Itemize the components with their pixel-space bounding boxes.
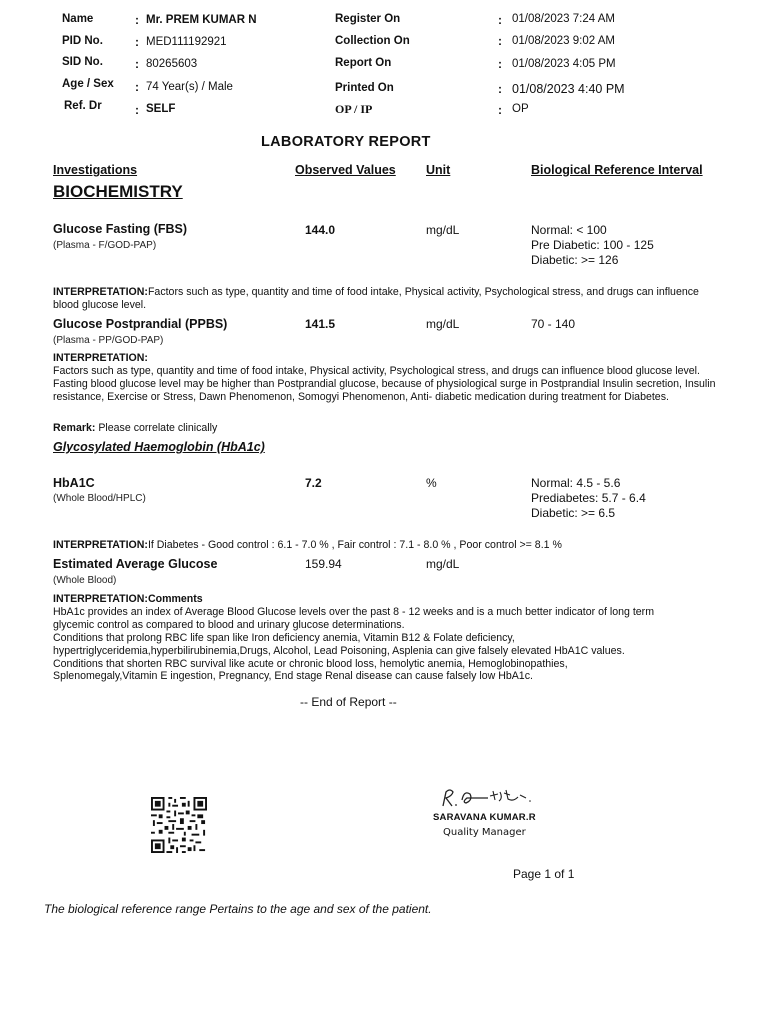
report-title: LABORATORY REPORT bbox=[261, 134, 431, 150]
colon: : bbox=[498, 34, 502, 48]
colon: : bbox=[498, 103, 502, 117]
register-on-label: Register On bbox=[335, 13, 401, 25]
interpretation-label: INTERPRETATION: bbox=[53, 352, 148, 364]
interpretation-suffix: Comments bbox=[147, 593, 203, 605]
unit: mg/dL bbox=[426, 557, 460, 571]
column-observed-values: Observed Values bbox=[295, 163, 396, 177]
pid-value: MED111192921 bbox=[146, 36, 227, 48]
ref-dr-label: Ref. Dr bbox=[64, 100, 102, 112]
interpretation-text: Factors such as type, quantity and time of food intake, Physical activity, Psychological stress, and drugs can influence blood glucose level. Fasting blood glucose level may be higher than Postprandial glucose, because of physiological surge in Postprandial Insulin secretion, Insulin resistance, Exercise or Stress, Dawn Phenomenon, Somogyi Phenomenon, Anti- diabetic medication during treatment for Diabetes. bbox=[53, 364, 716, 403]
interpretation-label: INTERPRETATION: bbox=[53, 593, 148, 605]
observed-value: 7.2 bbox=[305, 476, 322, 490]
signatory-name: SARAVANA KUMAR.R bbox=[433, 812, 536, 823]
comment-line: Conditions that shorten RBC survival like acute or chronic blood loss, hemolytic anemia, Hemoglobinopathies, bbox=[53, 657, 568, 670]
footer-note: The biological reference range Pertains to the age and sex of the patient. bbox=[44, 902, 432, 916]
colon: : bbox=[498, 57, 502, 71]
test-method: (Whole Blood/HPLC) bbox=[53, 493, 146, 504]
report-on-label: Report On bbox=[335, 57, 392, 69]
unit: mg/dL bbox=[426, 317, 460, 331]
op-ip-label: OP / IP bbox=[335, 102, 373, 116]
reference-interval bbox=[531, 476, 646, 521]
age-sex-value: 74 Year(s) / Male bbox=[146, 81, 233, 93]
patient-name: Mr. PREM KUMAR N bbox=[146, 14, 257, 26]
colon: : bbox=[498, 13, 502, 27]
printed-on-label: Printed On bbox=[335, 82, 394, 94]
unit: mg/dL bbox=[426, 223, 460, 237]
test-method: (Plasma - F/GOD-PAP) bbox=[53, 240, 157, 251]
test-name: Glucose Postprandial (PPBS) bbox=[53, 317, 228, 331]
ref-dr-value: SELF bbox=[146, 103, 176, 115]
signatory-role: Quality Manager bbox=[443, 827, 526, 838]
interpretation-label: INTERPRETATION: bbox=[53, 286, 148, 298]
reference-line: Diabetic: >= 126 bbox=[531, 253, 619, 267]
colon: : bbox=[135, 13, 139, 27]
section-biochemistry: BIOCHEMISTRY bbox=[53, 182, 183, 201]
colon: : bbox=[135, 35, 139, 49]
remark-text: Please correlate clinically bbox=[98, 422, 218, 434]
reference-line: Pre Diabetic: 100 - 125 bbox=[531, 238, 654, 252]
interpretation-text: Factors such as type, quantity and time of food intake, Physical activity, Psychological stress, and drugs can influence blood glucose level. bbox=[53, 286, 699, 311]
observed-value: 159.94 bbox=[305, 557, 342, 571]
test-name: Estimated Average Glucose bbox=[53, 557, 218, 571]
comment-line: HbA1c provides an index of Average Blood Glucose levels over the past 8 - 12 weeks and is a much better indicator of long term bbox=[53, 605, 655, 618]
comment-line: Conditions that prolong RBC life span like Iron deficiency anemia, Vitamin B12 & Folate deficiency, bbox=[53, 631, 515, 644]
collection-on-value: 01/08/2023 9:02 AM bbox=[512, 35, 615, 47]
section-glycosylated-haemoglobin: Glycosylated Haemoglobin (HbA1c) bbox=[53, 440, 265, 454]
observed-value: 144.0 bbox=[305, 223, 336, 237]
reference-interval bbox=[531, 223, 654, 268]
test-method: (Whole Blood) bbox=[53, 575, 117, 586]
printed-on-value: 01/08/2023 4:40 PM bbox=[512, 82, 625, 96]
colon: : bbox=[498, 82, 502, 96]
register-on-value: 01/08/2023 7:24 AM bbox=[512, 13, 615, 25]
unit: % bbox=[426, 476, 437, 490]
interpretation bbox=[53, 286, 715, 312]
interpretation bbox=[53, 352, 717, 404]
column-unit: Unit bbox=[426, 163, 451, 177]
sid-value: 80265603 bbox=[146, 58, 198, 70]
name-label: Name bbox=[62, 13, 94, 25]
reference-line: Prediabetes: 5.7 - 6.4 bbox=[531, 491, 646, 505]
comment-line: Splenomegaly,Vitamin E ingestion, Pregnancy, End stage Renal disease can cause falsely low HbA1c. bbox=[53, 670, 533, 683]
test-name: HbA1C bbox=[53, 476, 95, 490]
interpretation bbox=[53, 539, 562, 552]
reference-line: Normal: 4.5 - 5.6 bbox=[531, 476, 621, 490]
op-ip-value: OP bbox=[512, 103, 529, 115]
interpretation-label: INTERPRETATION: bbox=[53, 539, 148, 551]
qr-code-icon bbox=[151, 796, 207, 854]
colon: : bbox=[135, 103, 139, 117]
comment-line: glycemic control as compared to blood and urinary glucose determinations. bbox=[53, 618, 405, 631]
age-sex-label: Age / Sex bbox=[62, 78, 114, 90]
colon: : bbox=[135, 57, 139, 71]
page-number: Page 1 of 1 bbox=[513, 867, 575, 881]
interpretation-comments bbox=[53, 593, 733, 683]
comment-line: hypertriglyceridemia,hyperbilirubinemia,Drugs, Alcohol, Lead Poisoning, Asplenia can give falsely elevated HbA1C values. bbox=[53, 644, 625, 657]
remark bbox=[53, 422, 217, 435]
colon: : bbox=[135, 80, 139, 94]
pid-label: PID No. bbox=[62, 35, 103, 47]
end-of-report: -- End of Report -- bbox=[300, 695, 397, 709]
column-investigations: Investigations bbox=[53, 163, 138, 177]
reference-line: Diabetic: >= 6.5 bbox=[531, 506, 616, 520]
reference-interval: 70 - 140 bbox=[531, 317, 576, 331]
remark-label: Remark: bbox=[53, 422, 96, 434]
reference-line: Normal: < 100 bbox=[531, 223, 607, 237]
report-on-value: 01/08/2023 4:05 PM bbox=[512, 58, 616, 70]
test-method: (Plasma - PP/GOD-PAP) bbox=[53, 335, 164, 346]
test-name: Glucose Fasting (FBS) bbox=[53, 222, 188, 236]
column-biological-reference-interval: Biological Reference Interval bbox=[531, 163, 703, 177]
signature-icon bbox=[440, 786, 540, 810]
interpretation-text: If Diabetes - Good control : 6.1 - 7.0 % , Fair control : 7.1 - 8.0 % , Poor control >= 8.1 % bbox=[147, 539, 562, 551]
observed-value: 141.5 bbox=[305, 317, 336, 331]
sid-label: SID No. bbox=[62, 56, 103, 68]
collection-on-label: Collection On bbox=[335, 35, 410, 47]
